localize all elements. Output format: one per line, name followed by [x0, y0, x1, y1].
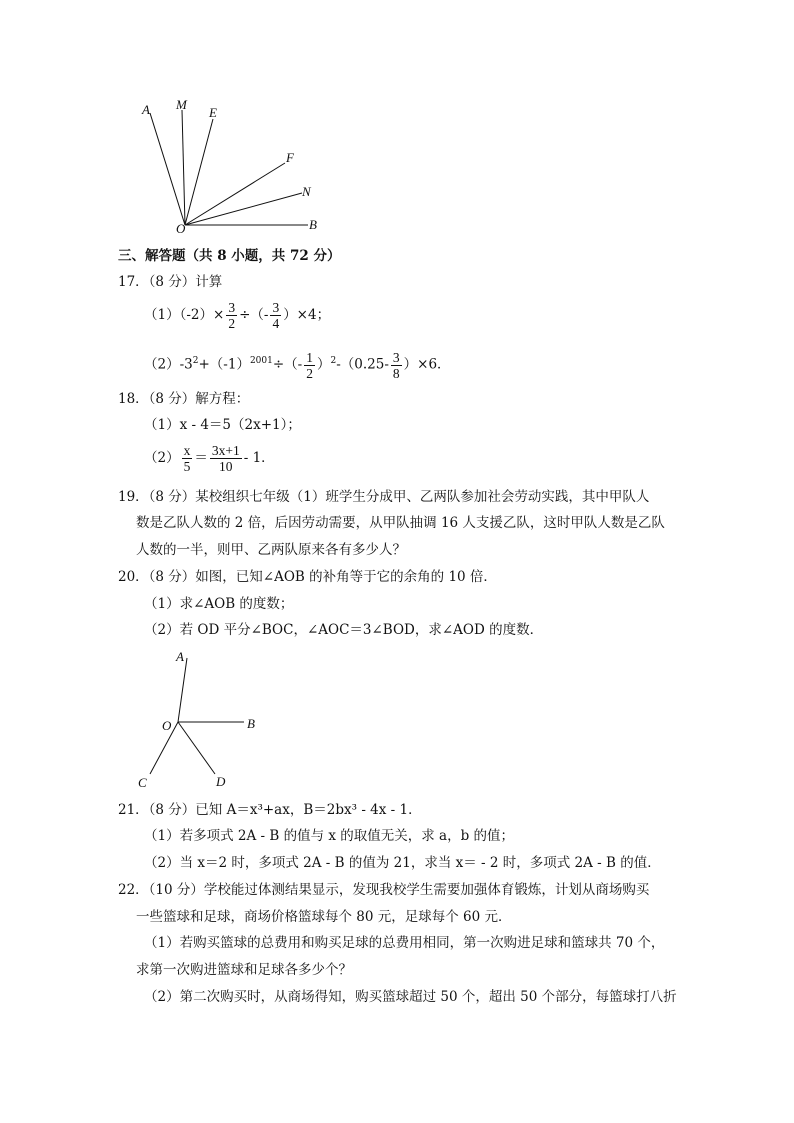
fraction: $\frac{3}{4}$: [272, 300, 280, 331]
label-d: D: [216, 774, 226, 789]
ray-od: [178, 722, 215, 774]
q19-line1: 19．（8 分）某校组织七年级（1）班学生分成甲、乙两队参加社会劳动实践，其中甲队人: [118, 489, 650, 505]
label-o: O: [162, 718, 172, 733]
fraction: $\frac{x}{5}$: [183, 443, 191, 474]
q20-part2: （2）若 OD 平分∠BOC，∠AOC＝3∠BOD，求∠AOD 的度数．: [144, 622, 544, 638]
ray-of: [185, 163, 285, 225]
q17-part1: （1）（-2）× $\frac{3}{2}$ ÷（- $\frac{3}{4}$ ）×4；: [144, 300, 331, 331]
q18-part1: （1）x - 4＝5（2x+1）；: [144, 417, 301, 433]
section-title: 三、解答题（共 8 小题，共 72 分）: [118, 248, 341, 264]
q22-line4: 求第一次购进篮球和足球各多少个？: [136, 962, 352, 978]
q20-part1: （1）求∠AOB 的度数；: [144, 596, 294, 612]
q17-part2: $(2)-3^2+(-1)^{2001}\div(-$ $\frac{1}{2}$ ）$^2$-（0.25- $\frac{3}{8}$ ）×6．: [144, 349, 451, 381]
q17-head: 17．（8 分）计算: [118, 274, 223, 290]
angle-rays-figure: [130, 95, 330, 240]
ray-oa: [178, 658, 187, 722]
q22-line1: 22．（10 分）学校能过体测结果显示，发现我校学生需要加强体育锻炼，计划从商场购买: [118, 882, 650, 898]
fraction: $\frac{3}{2}$: [228, 300, 236, 331]
fraction: $\frac{1}{2}$: [306, 349, 313, 381]
label-a: A: [176, 649, 184, 664]
fraction: $\frac{3x+1}{10}$: [211, 443, 240, 474]
label-b: B: [247, 716, 255, 731]
label-n: N: [302, 184, 311, 199]
q18-part2: （2） $\frac{x}{5}$ ＝ $\frac{3x+1}{10}$ - 1．: [144, 443, 275, 474]
q21-part2: （2）当 x＝2 时，多项式 2A - B 的值为 21，求当 x＝ - 2 时，多项式 2A - B 的值．: [144, 855, 661, 871]
ray-oa: [150, 113, 185, 225]
label-f: F: [286, 150, 294, 165]
label-m: M: [176, 97, 187, 112]
ray-on: [185, 193, 302, 225]
ray-om: [182, 110, 185, 225]
fraction: $\frac{3}{8}$: [392, 349, 400, 381]
q20-head: 20．（8 分）如图，已知∠AOB 的补角等于它的余角的 10 倍．: [118, 569, 497, 585]
q22-line5: （2）第二次购买时，从商场得知，购买篮球超过 50 个，超出 50 个部分，每篮球打八折: [144, 989, 677, 1005]
label-e: E: [209, 105, 217, 120]
q22-line3: （1）若购买篮球的总费用和购买足球的总费用相同，第一次购进足球和篮球共 70 个，: [144, 935, 665, 951]
q19-line2: 数是乙队人数的 2 倍，后因劳动需要，从甲队抽调 16 人支援乙队，这时甲队人数是乙队: [136, 515, 665, 531]
q21-head: 21．（8 分）已知 A＝x³+ax，B＝2bx³ - 4x - 1．: [118, 802, 422, 818]
label-o: O: [176, 221, 186, 236]
q22-line2: 一些篮球和足球，商场价格篮球每个 80 元，足球每个 60 元．: [136, 909, 512, 925]
label-b: B: [309, 217, 317, 232]
ray-oe: [185, 119, 213, 225]
q21-part1: （1）若多项式 2A - B 的值与 x 的取值无关，求 a，b 的值；: [144, 828, 515, 844]
q18-head: 18．（8 分）解方程：: [118, 391, 250, 407]
q19-line3: 人数的一半，则甲、乙两队原来各有多少人？: [136, 542, 406, 558]
label-c: C: [138, 775, 147, 790]
label-a: A: [142, 102, 150, 117]
